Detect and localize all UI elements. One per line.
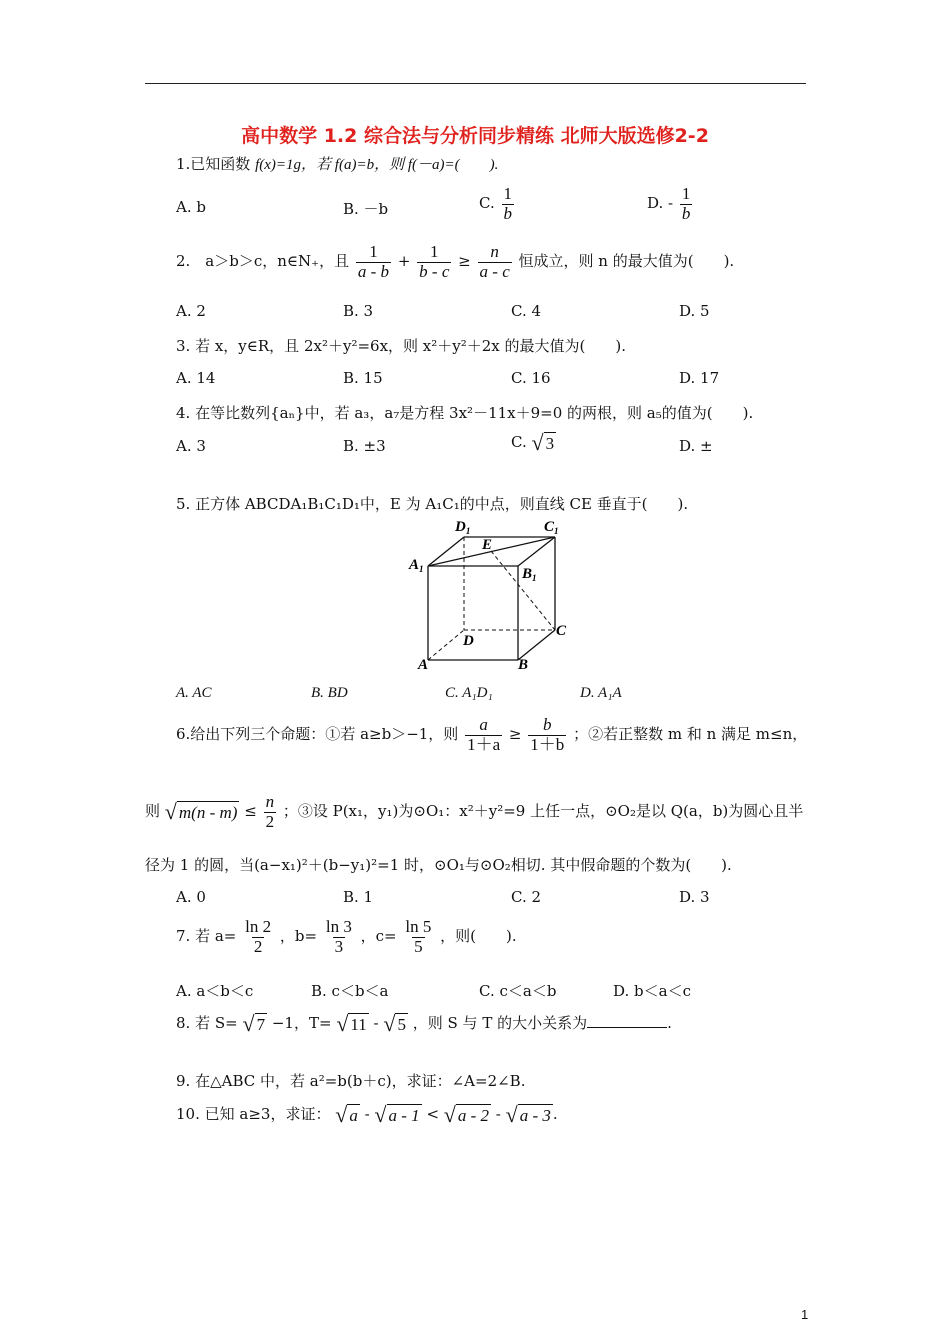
q6-option-a: A. 0 [176, 888, 206, 906]
question-10 [176, 1103, 558, 1126]
q7-option-d: D. b＜a＜c [613, 982, 691, 1000]
q10-end: . [552, 1105, 558, 1123]
q1-option-d-fraction [680, 185, 693, 223]
fraction-denominator: 5 [414, 936, 423, 956]
q4-option-d: D. ± [679, 437, 713, 455]
q6-option-d: D. 3 [679, 888, 710, 906]
q1-fa: f(a)=b，则 [334, 157, 408, 173]
radical-sign: √ [164, 799, 177, 825]
q3-option-d: D. 17 [679, 369, 720, 387]
question-6-line-2 [145, 793, 803, 831]
q5-option-d: D. A₁A [580, 685, 622, 701]
radicand: a - 1 [388, 1105, 420, 1125]
question-7 [176, 918, 517, 956]
q4-option-c [511, 432, 556, 454]
q7-c: ，c= [360, 927, 397, 946]
label-c: C [556, 623, 567, 639]
question-6-line-1 [176, 716, 807, 754]
fraction-denominator: b [503, 203, 512, 223]
cube-edge-ad [428, 630, 464, 660]
radical-sign: √ [531, 430, 544, 456]
radicand: m(n - m) [178, 803, 238, 823]
q4-option-a: A. 3 [176, 437, 206, 455]
fraction-numerator: 1 [681, 184, 691, 203]
radical-sign: √ [374, 1102, 387, 1128]
radical-sign: √ [336, 1011, 349, 1037]
fraction-denominator: 2 [265, 811, 275, 831]
radicand: a - 2 [457, 1105, 490, 1125]
radical-sign: √ [383, 1011, 396, 1037]
fraction-numerator: n [490, 242, 499, 261]
fraction-denominator: b - c [419, 261, 450, 281]
q1-fna: f(－a)=( ). [407, 157, 499, 173]
q8-sqrt-11 [336, 1013, 368, 1035]
q5-option-a: A. AC [176, 685, 212, 701]
q8-tail: ，则 S 与 T 的大小关系为 [412, 1014, 588, 1032]
question-6-line-3: 径为 1 的圆，当(a−x₁)²＋(b−y₁)²=1 时，⊙O₁与⊙O₂相切. 其中假命题的个数为( ). [145, 856, 732, 874]
q7-fraction-b [324, 918, 354, 956]
q7-fraction-c [403, 918, 433, 956]
page-title: 高中数学 1.2 综合法与分析同步精练 北师大版选修2-2 [241, 125, 709, 147]
fraction-denominator: 2 [253, 936, 263, 956]
q3-option-b: B. 15 [343, 369, 383, 387]
radical-sign: √ [443, 1102, 456, 1128]
label-d: D [463, 633, 474, 649]
q7-lead: 7. 若 a= [176, 927, 237, 946]
label-e: E [482, 537, 493, 553]
q6-sqrt [165, 801, 240, 823]
q7-option-b: B. c＜b＜a [311, 982, 389, 1000]
q7-tail: ，则( ). [440, 927, 517, 946]
cube-figure [405, 517, 585, 677]
q1-option-d-label: D. - [647, 194, 674, 213]
q2-lead: 2. a＞b＞c，n∈N₊，且 [176, 252, 350, 271]
question-3: 3. 若 x，y∈R，且 2x²＋y²=6x，则 x²＋y²＋2x 的最大值为( ). [176, 337, 626, 355]
fraction-denominator: a - c [479, 261, 510, 281]
q2-option-d: D. 5 [679, 302, 710, 320]
header-rule [145, 83, 806, 84]
q10-sqrt-3 [444, 1104, 491, 1126]
radicand: 7 [256, 1014, 266, 1034]
q6-geq: ≥ [508, 725, 522, 744]
q7-b: ，b= [279, 927, 318, 946]
radicand: 5 [397, 1014, 406, 1034]
q1-option-c [479, 185, 516, 223]
q10-m1: - [359, 1105, 375, 1123]
q6-fraction-3 [264, 793, 277, 831]
q4-option-b: B. ±3 [343, 437, 386, 455]
label-a1: $A_1$ [409, 557, 424, 574]
q2-tail: 恒成立，则 n 的最大值为( ). [518, 252, 735, 271]
fraction-numerator: b [543, 715, 552, 734]
question-5: 5. 正方体 ABCDA₁B₁C₁D₁中，E 为 A₁C₁的中点，则直线 CE 垂直于( ). [176, 495, 689, 513]
fraction-denominator: b [681, 203, 691, 223]
q2-plus: + [397, 252, 411, 271]
q3-option-c: C. 16 [511, 369, 551, 387]
q7-option-c: C. c＜a＜b [479, 982, 557, 1000]
q1-option-b: B. －b [343, 200, 389, 218]
q1-option-a: A. b [176, 198, 206, 216]
radicand: 3 [545, 434, 555, 453]
q2-fraction-3 [478, 243, 512, 281]
q8-sqrt-5 [383, 1013, 408, 1035]
q10-m2: - [491, 1105, 506, 1123]
q6-option-b: B. 1 [343, 888, 374, 906]
radical-sign: √ [335, 1102, 348, 1128]
label-d1: $D_1$ [455, 519, 471, 536]
q10-lead: 10. 已知 a≥3，求证： [176, 1105, 331, 1123]
q2-option-a: A. 2 [176, 302, 206, 320]
q2-fraction-2 [417, 243, 451, 281]
q7-fraction-a [243, 918, 273, 956]
label-b: B [518, 657, 529, 673]
fraction-numerator: ln 3 [325, 917, 352, 936]
q10-sqrt-4 [506, 1104, 553, 1126]
question-1 [176, 153, 498, 174]
radicand: a [349, 1105, 358, 1125]
fraction-numerator: ln 2 [245, 917, 272, 936]
q10-sqrt-2 [374, 1104, 421, 1126]
q10-sqrt-1 [335, 1104, 360, 1126]
answer-blank [587, 1027, 667, 1028]
radical-sign: √ [242, 1011, 255, 1037]
fraction-numerator: ln 5 [405, 917, 432, 936]
q5-option-c: C. A₁D₁ [445, 685, 493, 701]
label-a: A [418, 657, 429, 673]
q4-option-c-sqrt [532, 432, 557, 454]
q8-lead: 8. 若 S= [176, 1014, 238, 1032]
fraction-numerator: 1 [369, 242, 378, 261]
question-4: 4. 在等比数列{aₙ}中，若 a₃，a₇是方程 3x²－11x＋9=0 的两根，则 a₅的值为( ). [176, 404, 754, 422]
question-8 [176, 1012, 672, 1035]
q1-fx: f(x)=1g，若 [255, 157, 335, 173]
q6-mid: ；②若正整数 m 和 n 满足 m≤n， [573, 725, 808, 744]
fraction-numerator: 1 [503, 184, 512, 203]
q6-leq: ≤ [244, 802, 257, 821]
q4-option-c-label: C. [511, 433, 527, 452]
fraction-denominator: a - b [357, 261, 390, 281]
page-number: 1 [801, 1307, 809, 1322]
q10-lt: < [421, 1105, 444, 1123]
q2-geq: ≥ [458, 252, 471, 271]
radical-sign: √ [505, 1102, 518, 1128]
q5-option-b: B. BD [311, 685, 348, 701]
question-9: 9. 在△ABC 中，若 a²=b(b＋c)，求证：∠A=2∠B. [176, 1072, 526, 1090]
q7-option-a: A. a＜b＜c [176, 982, 254, 1000]
label-b1: $B_1$ [522, 566, 537, 583]
cube-edge-bc [518, 630, 555, 660]
q8-end: . [667, 1014, 672, 1032]
fraction-denominator: 1＋a [467, 734, 501, 754]
fraction-numerator: a [479, 715, 488, 734]
q8-sqrt-7 [242, 1013, 267, 1035]
radicand: a - 3 [519, 1105, 551, 1125]
q8-minus: - [368, 1014, 384, 1032]
question-2 [176, 243, 734, 281]
q6-fraction-1 [465, 716, 502, 754]
fraction-denominator: 3 [334, 936, 344, 956]
q2-option-b: B. 3 [343, 302, 374, 320]
fraction-numerator: 1 [430, 242, 439, 261]
q6-fraction-2 [528, 716, 566, 754]
q6-lead: 6.给出下列三个命题：①若 a≥b＞−1，则 [176, 725, 459, 744]
q2-option-c: C. 4 [511, 302, 542, 320]
q8-m1: −1，T= [271, 1014, 332, 1032]
fraction-numerator: n [265, 792, 275, 811]
q6-l2-a: 则 [145, 802, 161, 821]
q1-option-c-label: C. [479, 194, 495, 213]
q1-text-a: 1.已知函数 [176, 155, 256, 173]
q6-option-c: C. 2 [511, 888, 542, 906]
q1-option-c-fraction [502, 185, 515, 223]
label-c1: $C_1$ [544, 519, 559, 536]
q3-option-a: A. 14 [176, 369, 216, 387]
q2-fraction-1 [356, 243, 391, 281]
radicand: 11 [350, 1014, 367, 1034]
fraction-denominator: 1＋b [530, 734, 565, 754]
q1-option-d [647, 185, 694, 223]
q6-l2-b: ；③设 P(x₁，y₁)为⊙O₁：x²＋y²=9 上任一点，⊙O₂是以 Q(a，b)为圆心且半 [282, 802, 804, 821]
